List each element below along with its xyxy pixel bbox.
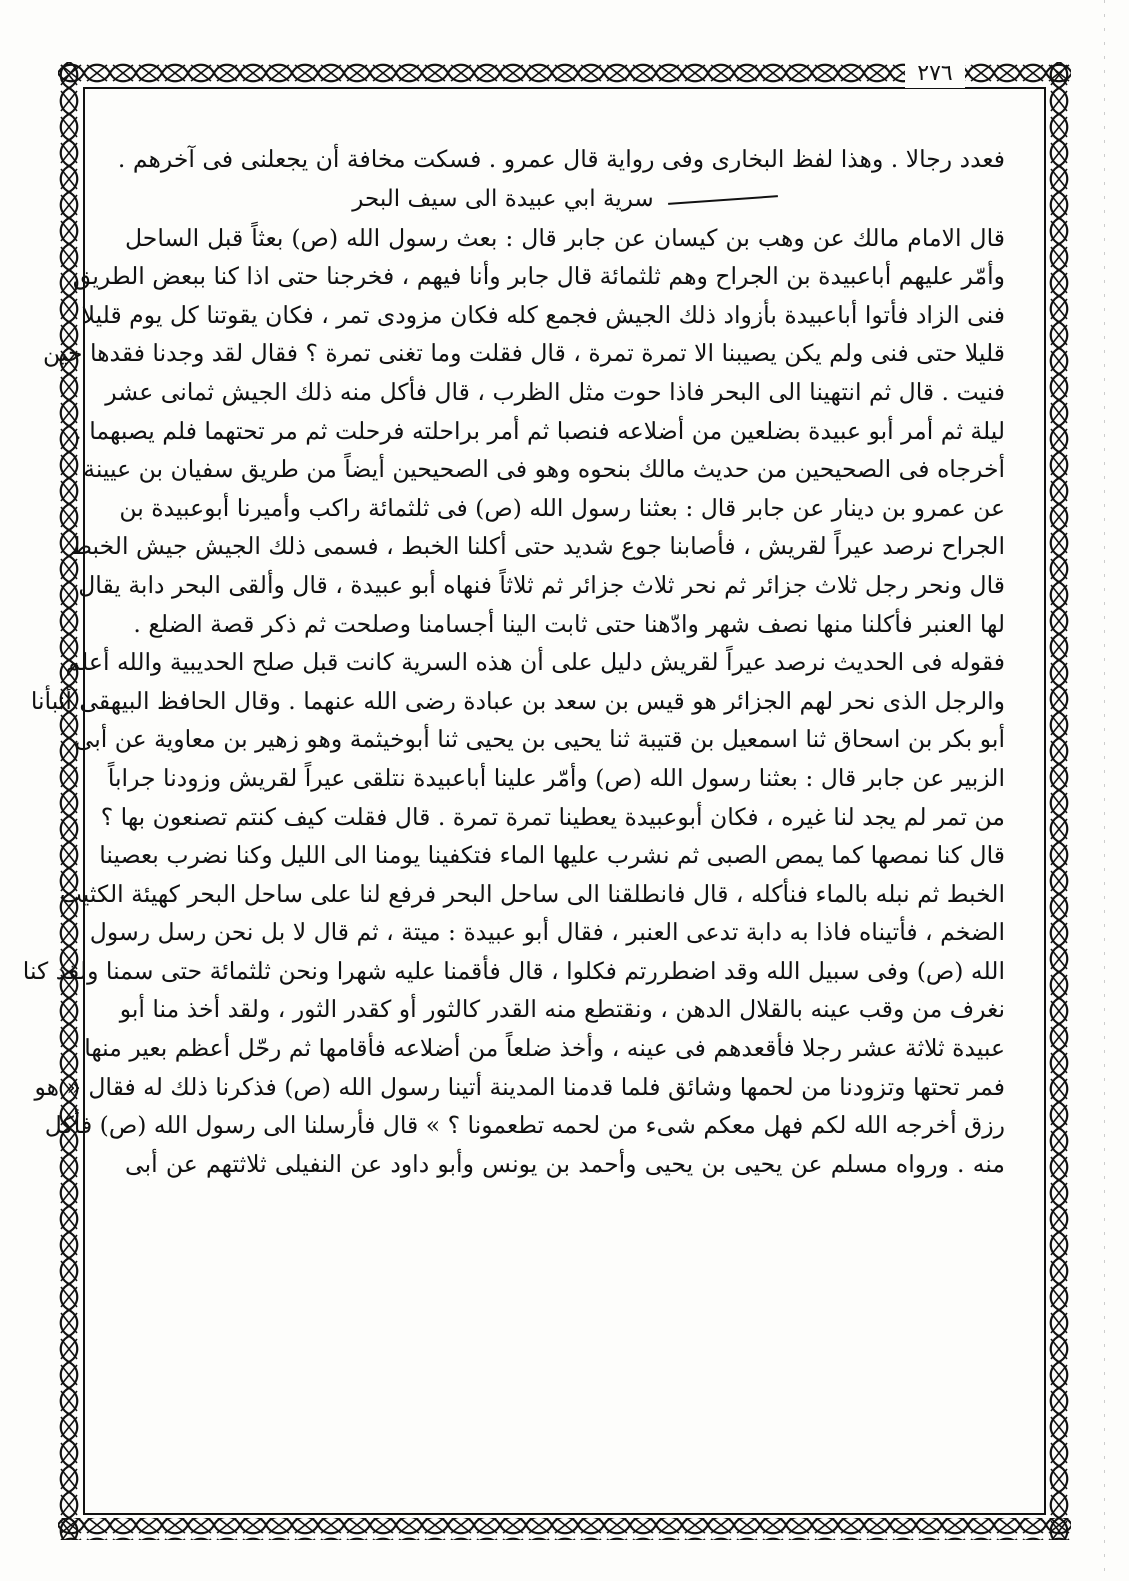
text-line: فنى الزاد فأتوا أباعبيدة بأزواد ذلك الجيش فجمع كله فكان مزودى تمر ، فكان يقوتنا كل يوم قليلا [81,300,1005,329]
text-line: فقوله فى الحديث نرصد عيراً لقريش دليل على أن هذه السرية كانت قبل صلح الحديبية والله أعلم [65,648,1005,677]
text-line: الخبط ثم نبله بالماء فنأكله ، قال فانطلقنا الى ساحل البحر فرفع لنا على ساحل البحر كهيئة الكثيب [59,879,1005,908]
page-number: ٢٧٦ [905,60,965,88]
text-line: من تمر لم يجد لنا غيره ، فكان أبوعبيدة يعطينا تمرة تمرة . قال فقلت كيف كنتم تصنعون بها ؟ [100,802,1005,831]
text-line: فعدد رجالا . وهذا لفظ البخارى وفى رواية قال عمرو . فسكت مخافة أن يجعلنى فى آخرهم . [117,145,1005,173]
text-line: والرجل الذى نحر لهم الجزائر هو قيس بن سعد بن عبادة رضى الله عنهما . وقال الحافظ البيهقى أنبأنا [30,686,1005,715]
text-line: نغرف من وقب عينه بالقلال الدهن ، ونقتطع منه القدر كالثور أو كقدر الثور ، ولقد أخذ منا أبو [119,995,1005,1024]
section-heading-text: سرية ابي عبيدة الى سيف البحر [352,185,654,212]
scan-edge-mark [1104,0,1105,1581]
text-line: وأمّر عليهم أباعبيدة بن الجراح وهم ثلثمائة قال جابر وأنا فيهم ، فخرجنا حتى اذا كنا ببعض الطريق [72,262,1005,291]
body-text [22,140,1005,1515]
text-line: رزق أخرجه الله لكم فهل معكم شىء من لحمه تطعمونا ؟ » قال فأرسلنا الى رسول الله (ص) فأكل [44,1111,1005,1140]
text-line: لها العنبر فأكلنا منها نصف شهر وادّهنا حتى ثابت الينا أجسامنا وصلحت ثم ذكر قصة الضلع . [133,609,1005,638]
text-line: ليلة ثم أمر أبو عبيدة بضلعين من أضلاعه فنصبا ثم أمر براحلته فرحلت ثم مر تحتهما فلم يصبهما . [74,416,1005,445]
text-line: قال الامام مالك عن وهب بن كيسان عن جابر قال : بعث رسول الله (ص) بعثاً قبل الساحل [125,223,1005,252]
text-line: قال ونحر رجل ثلاث جزائر ثم نحر ثلاث جزائر ثم ثلاثاً فنهاه أبو عبيدة ، قال وألقى البحر دابة يقال [78,570,1005,599]
text-line: قليلا حتى فنى ولم يكن يصيبنا الا تمرة تمرة ، قال فقلت وما تغنى تمرة ؟ فقال لقد وجدنا فقدها حين [42,339,1005,368]
text-line: الله (ص) وفى سبيل الله وقد اضطررتم فكلوا ، قال فأقمنا عليه شهرا ونحن ثلثمائة حتى سمنا ولقد كنا [22,956,1005,985]
text-line: منه . ورواه مسلم عن يحيى بن يحيى وأحمد بن يونس وأبو داود عن النفيلى ثلاثتهم عن أبى [125,1149,1005,1178]
text-line: الزبير عن جابر قال : بعثنا رسول الله (ص) وأمّر علينا أباعبيدة نتلقى عيراً لقريش وزودنا جراباً [107,763,1005,792]
text-line: الجراح نرصد عيراً لقريش ، فأصابنا جوع شديد حتى أكلنا الخبط ، فسمى ذلك الجيش جيش الخبط [70,532,1005,561]
text-line: عبيدة ثلاثة عشر رجلا فأقعدهم فى عينه ، وأخذ ضلعاً من أضلاعه فأقامها ثم رحّل أعظم بعير منها [84,1034,1005,1063]
text-line: عن عمرو بن دينار عن جابر قال : بعثنا رسول الله (ص) فى ثلثمائة راكب وأميرنا أبوعبيدة بن [119,493,1005,522]
text-line: فمر تحتها وتزودنا من لحمها وشائق فلما قدمنا المدينة أتينا رسول الله (ص) فذكرنا ذلك له فقال « هو [34,1072,1005,1101]
text-line: أخرجاه فى الصحيحين من حديث مالك بنحوه وهو فى الصحيحين أيضاً من طريق سفيان بن عيينة [83,455,1005,484]
text-line: أبو بكر بن اسحاق ثنا اسمعيل بن قتيبة ثنا يحيى بن يحيى ثنا أبوخيثمة وهو زهير بن معاوية عن أبى [74,725,1005,754]
heading-dash [668,195,778,205]
text-line: قال كنا نمصها كما يمص الصبى ثم نشرب عليها الماء فتكفينا يومنا الى الليل وكنا نضرب بعصينا [99,841,1005,870]
section-heading [125,179,1005,219]
text-line: فنيت . قال ثم انتهينا الى البحر فاذا حوت مثل الظرب ، قال فأكل منه ذلك الجيش ثمانى عشر [105,377,1005,406]
text-line: الضخم ، فأتيناه فاذا به دابة تدعى العنبر ، فقال أبو عبيدة : ميتة ، ثم قال لا بل نحن رسل رسول [89,918,1005,947]
